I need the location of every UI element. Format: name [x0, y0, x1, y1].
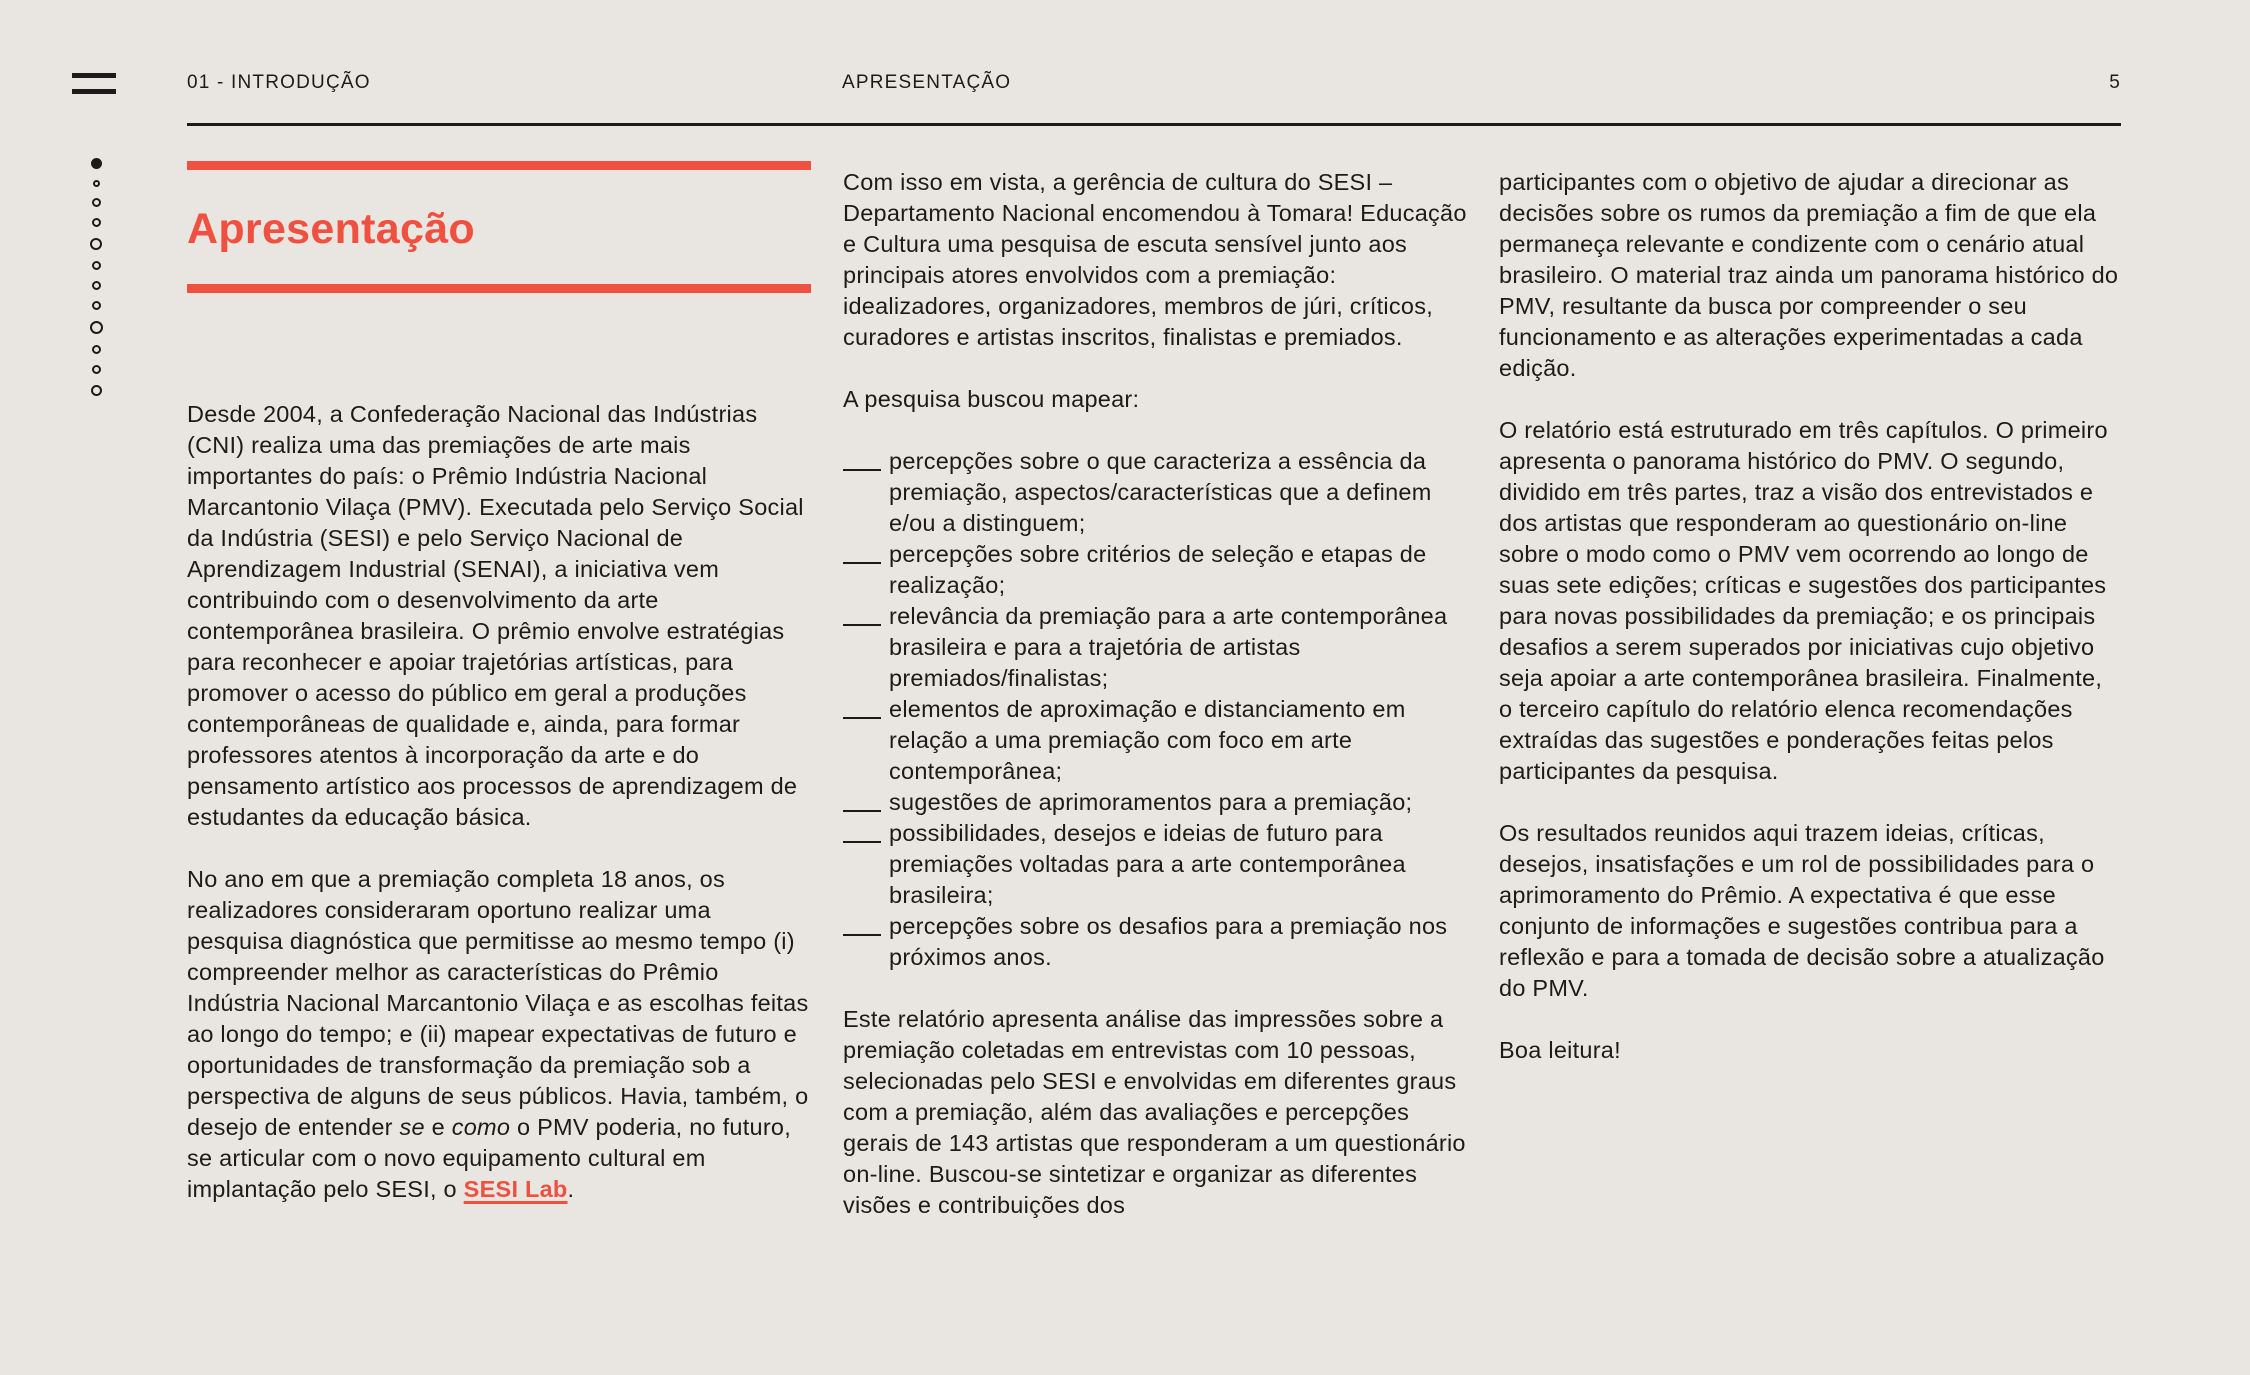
page-dots: [82, 158, 110, 396]
list-item-marker: [843, 469, 881, 471]
italic-word: se: [399, 1114, 425, 1140]
page-dot[interactable]: [93, 180, 100, 187]
list-item: [843, 446, 1467, 539]
list-item-marker: [843, 934, 881, 936]
list-item-text: percepções sobre o que caracteriza a essência da premiação, aspectos/características que a definem e/ou a distinguem;: [889, 448, 1432, 536]
italic-word: como: [451, 1114, 511, 1140]
list-item: [843, 539, 1467, 601]
sesi-lab-link[interactable]: SESI Lab: [463, 1176, 568, 1202]
hamburger-menu-icon[interactable]: [72, 73, 116, 94]
accent-rule-bottom: [187, 284, 811, 293]
article-columns: [187, 161, 2121, 1221]
research-goals-list: [843, 446, 1467, 973]
list-item-text: relevância da premiação para a arte contemporânea brasileira e para a trajetória de artistas premiados/finalistas;: [889, 603, 1448, 691]
page-dot[interactable]: [92, 261, 101, 270]
page-dot[interactable]: [92, 345, 101, 354]
paragraph-text: .: [567, 1176, 575, 1202]
paragraph-text: o PMV poderia, no futuro, se articular com o novo equipamento cultural em implantação pelo SESI, o: [187, 1114, 792, 1202]
header-divider: [187, 123, 2121, 126]
paragraph: O relatório está estruturado em três capítulos. O primeiro apresenta o panorama histórico do PMV. O segundo, dividido em três partes, traz a visão dos entrevistados e dos artistas que responderam ao questionário on-line sobre o modo como o PMV vem ocorrendo ao longo de suas sete edições; críticas e sugestões dos participantes para novas possibilidades da premiação; e os principais desafios a serem superados por iniciativas cujo objetivo seja apoiar a arte contemporânea brasileira. Finalmente, o terceiro capítulo do relatório elenca recomendações extraídas das sugestões e ponderações feitas pelos participantes da pesquisa.: [1499, 417, 2108, 784]
paragraph: Com isso em vista, a gerência de cultura do SESI – Departamento Nacional encomendou à Tomara! Educação e Cultura uma pesquisa de escuta sensível junto aos principais atores envolvidos com a premiação: idealizadores, organizadores, membros de júri, críticos, curadores e artistas inscritos, finalistas e premiados.: [843, 169, 1467, 350]
list-item: [843, 694, 1467, 787]
paragraph: Este relatório apresenta análise das impressões sobre a premiação coletadas em entrevistas com 10 pessoas, selecionadas pelo SESI e envolvidas em diferentes graus com a premiação, além das avaliações e percepções gerais de 143 artistas que responderam a um questionário on-line. Buscou-se sintetizar e organizar as diferentes visões e contribuições dos: [843, 1006, 1466, 1218]
list-item-text: possibilidades, desejos e ideias de futuro para premiações voltadas para a arte contemporânea brasileira;: [889, 820, 1406, 908]
paragraph: Os resultados reunidos aqui trazem ideias, críticas, desejos, insatisfações e um rol de possibilidades para o aprimoramento do Prêmio. A expectativa é que esse conjunto de informações e sugestões contribua para a reflexão e para a tomada de decisão sobre a atualização do PMV.: [1499, 820, 2105, 1001]
paragraph: Desde 2004, a Confederação Nacional das Indústrias (CNI) realiza uma das premiações de arte mais importantes do país: o Prêmio Indústria Nacional Marcantonio Vilaça (PMV). Executada pelo Serviço Social da Indústria (SESI) e pelo Serviço Nacional de Aprendizagem Industrial (SENAI), a iniciativa vem contribuindo com o desenvolvimento da arte contemporânea brasileira. O prêmio envolve estratégias para reconhecer e apoiar trajetórias artísticas, para promover o acesso do público em geral a produções contemporâneas de qualidade e, ainda, para formar professores atentos à incorporação da arte e do pensamento artístico aos processos de aprendizagem de estudantes da educação básica.: [187, 401, 804, 830]
list-item-marker: [843, 810, 881, 812]
paragraph-text: No ano em que a premiação completa 18 anos, os realizadores consideraram oportuno realizar uma pesquisa diagnóstica que permitisse ao mesmo tempo (i) compreender melhor as características do Prêmio Indústria Nacional Marcantonio Vilaça e as escolhas feitas ao longo do tempo; e (ii) mapear expectativas de futuro e oportunidades de transformação da premiação sob a perspectiva de alguns de seus públicos. Havia, também, o desejo de entender: [187, 866, 809, 1140]
list-item-text: percepções sobre critérios de seleção e etapas de realização;: [889, 541, 1427, 598]
list-item-marker: [843, 717, 881, 719]
list-item: [843, 787, 1467, 818]
column-right: [1499, 161, 2120, 1221]
page-dot[interactable]: [92, 198, 101, 207]
page-dot[interactable]: [92, 301, 101, 310]
column-center: [843, 161, 1467, 1221]
closing-line: Boa leitura!: [1499, 1037, 1621, 1063]
page-number: 5: [2109, 72, 2121, 93]
list-item-text: elementos de aproximação e distanciamento em relação a uma premiação com foco em arte contemporânea;: [889, 696, 1406, 784]
list-item: [843, 818, 1467, 911]
page-dot[interactable]: [92, 281, 101, 290]
hamburger-bar: [72, 89, 116, 94]
paragraph: participantes com o objetivo de ajudar a direcionar as decisões sobre os rumos da premiação a fim de que ela permaneça relevante e condizente com o cenário atual brasileiro. O material traz ainda um panorama histórico do PMV, resultante da busca por compreender o seu funcionamento e as alterações experimentadas a cada edição.: [1499, 169, 2119, 381]
list-item-text: sugestões de aprimoramentos para a premiação;: [889, 789, 1413, 815]
header-section-label: 01 - INTRODUÇÃO: [187, 72, 371, 93]
page-dot[interactable]: [92, 218, 101, 227]
page-dot-active[interactable]: [91, 158, 102, 169]
page-dot[interactable]: [90, 321, 103, 334]
header-chapter-label: APRESENTAÇÃO: [842, 72, 1012, 93]
hamburger-bar: [72, 73, 116, 78]
list-item-marker: [843, 624, 881, 626]
page-dot[interactable]: [91, 385, 102, 396]
list-item: [843, 911, 1467, 973]
page-dot[interactable]: [92, 365, 101, 374]
paragraph: [187, 864, 811, 1205]
list-lead-in: A pesquisa buscou mapear:: [843, 386, 1140, 412]
article-title: Apresentação: [187, 205, 475, 253]
column-left: [187, 161, 811, 1221]
list-item: [843, 601, 1467, 694]
list-item-marker: [843, 562, 881, 564]
page-dot[interactable]: [90, 238, 102, 250]
list-item-marker: [843, 841, 881, 843]
list-item-text: percepções sobre os desafios para a premiação nos próximos anos.: [889, 913, 1448, 970]
accent-rule-top: [187, 161, 811, 170]
paragraph-text: e: [424, 1114, 452, 1140]
